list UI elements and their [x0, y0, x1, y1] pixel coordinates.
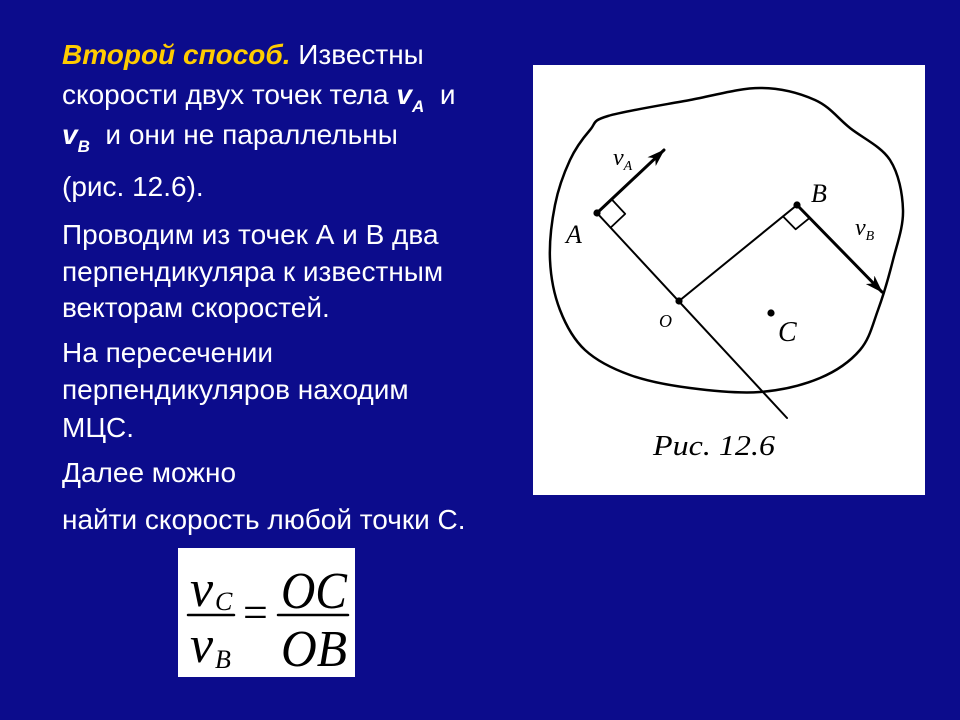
right-angle-mark-b	[783, 216, 810, 229]
label-b: B	[811, 179, 827, 208]
formula-numerator-left-symbol: v	[190, 561, 214, 618]
intro-line-2	[62, 77, 456, 116]
figure-reference: (рис. 12.6).	[62, 171, 204, 202]
formula-equals-sign: =	[243, 588, 268, 637]
paragraph-find-velocity-line: найти скорость любой точки С.	[62, 504, 466, 535]
figure-drawing	[533, 65, 925, 495]
label-velocity-a-subscript: A	[623, 159, 633, 174]
figure-caption: Рис. 12.6	[651, 431, 775, 462]
label-velocity-a-symbol: v	[613, 145, 624, 171]
velocity-b-symbol: v	[62, 119, 78, 150]
paragraph-intersection-line-3: МЦС.	[62, 412, 135, 443]
intro-line-2-text: скорости двух точек тела	[62, 79, 397, 110]
paragraph-intersection-line-2: перпендикуляров находим	[62, 374, 409, 405]
velocity-a-subscript: A	[411, 97, 425, 116]
intro-line-3-tail: и они не параллельны	[89, 119, 398, 150]
right-angle-mark-a	[611, 199, 626, 227]
perpendicular-from-b	[679, 205, 797, 301]
intro-line-1-text: Известны	[290, 39, 424, 70]
label-velocity-a	[613, 145, 633, 174]
rigid-body-outline	[550, 88, 903, 393]
label-c: C	[778, 317, 797, 348]
velocity-a-symbol: v	[396, 79, 412, 110]
point-b	[793, 201, 800, 208]
intro-line-3	[62, 117, 398, 156]
method-heading: Второй способ.	[62, 39, 291, 70]
velocity-b-subscript: B	[77, 137, 90, 156]
label-velocity-b-subscript: B	[865, 229, 875, 244]
label-velocity-b-symbol: v	[855, 215, 866, 241]
point-a	[593, 209, 600, 216]
velocity-ratio-formula	[178, 548, 355, 677]
paragraph-perpendiculars-line-3: векторам скоростей.	[62, 292, 330, 323]
intro-line-1	[62, 37, 424, 73]
formula-numerator-right: OC	[281, 563, 349, 620]
label-a: A	[566, 220, 582, 249]
point-o	[675, 297, 682, 304]
intro-line-2-tail: и	[424, 79, 456, 110]
paragraph-next-line: Далее можно	[62, 457, 237, 488]
paragraph-intersection-line-1: На пересечении	[62, 337, 273, 368]
paragraph-perpendiculars-line-1: Проводим из точек А и В два	[62, 219, 439, 250]
point-c	[767, 309, 774, 316]
label-o: O	[659, 311, 672, 331]
formula-denominator-right: OB	[281, 621, 347, 677]
formula-numerator-left-subscript: C	[215, 587, 233, 616]
figure-panel	[533, 65, 925, 495]
label-velocity-b	[855, 215, 875, 244]
paragraph-perpendiculars-line-2: перпендикуляра к известным	[62, 256, 444, 287]
formula-denominator-left-subscript: B	[215, 645, 231, 674]
formula-panel	[178, 548, 355, 677]
formula-denominator-left-symbol: v	[190, 617, 214, 674]
